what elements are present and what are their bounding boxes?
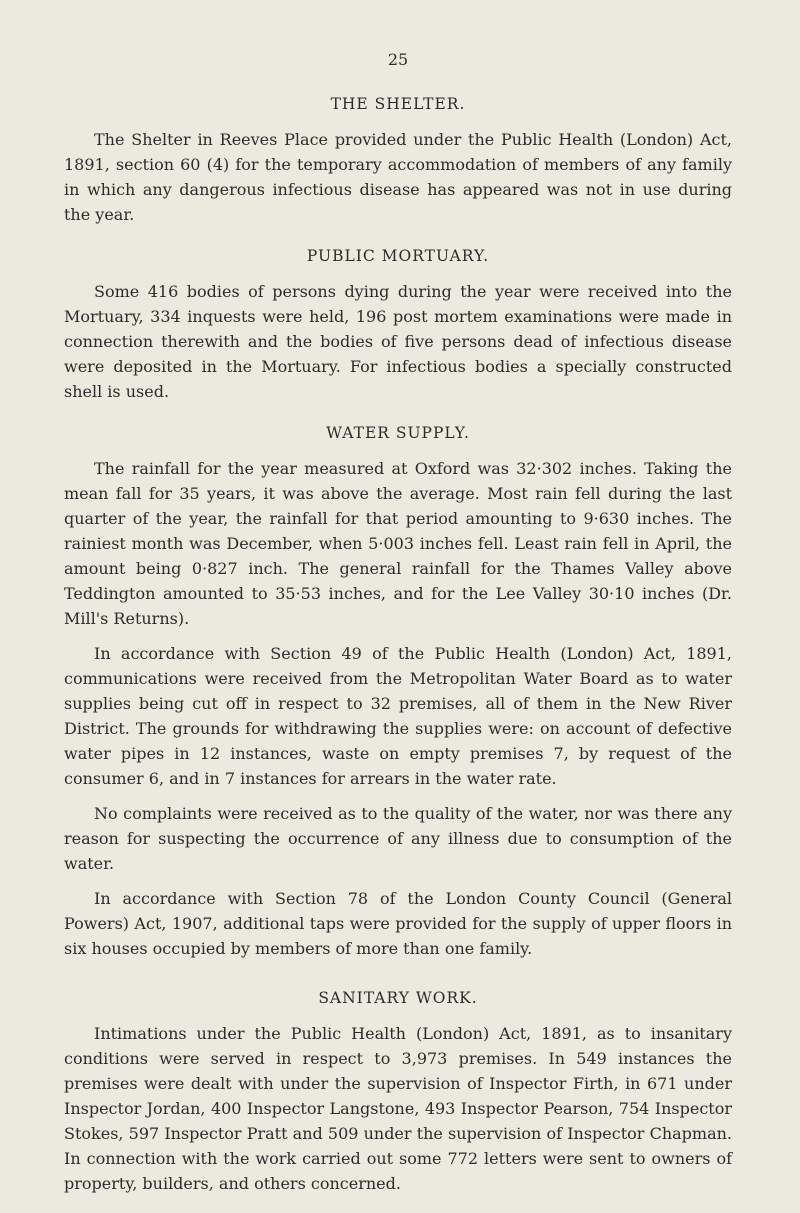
paragraph-additional-taps: In accordance with Section 78 of the London County Council (General Powers) Act, 1907, additional taps were provided for the supply of upper floors in six houses occupied by members of more than one family. [64, 889, 732, 958]
section-shelter [64, 95, 732, 227]
paragraph-water-supplies-cut-off: In accordance with Section 49 of the Public Health (London) Act, 1891, communications were received from the Metropolitan Water Board as to water supplies being cut off in respect to 32 premises, all of them in the New River District. The grounds for withdrawing the supplies were: on account of defective water pipes in 12 instances, waste on empty premises 7, by request of the consumer 6, and in 7 instances for arrears in the water rate. [64, 644, 732, 788]
section-heading-water-supply: WATER SUPPLY. [326, 424, 470, 442]
paragraph-rainfall: The rainfall for the year measured at Oxford was 32·302 inches. Taking the mean fall for 35 years, it was above the average. Most rain fell during the last quarter of the year, the rainfall for that period amounting to 9·630 inches. The rainiest month was December, when 5·003 inches fell. Least rain fell in April, the amount being 0·827 inch. The general rainfall for the Thames Valley above Teddington amounted to 35·53 inches, and for the Lee Valley 30·10 inches (Dr. Mill's Returns). [64, 459, 732, 628]
section-sanitary-work [64, 989, 732, 1196]
paragraph-shelter: The Shelter in Reeves Place provided under the Public Health (London) Act, 1891, section 60 (4) for the temporary accommodation of members of any family in which any dangerous infectious disease has appeared was not in use during the year. [64, 130, 732, 224]
section-heading-public-mortuary: PUBLIC MORTUARY. [306, 247, 490, 265]
section-public-mortuary [64, 247, 732, 404]
page-number: 25 [387, 50, 409, 69]
paragraph-public-mortuary: Some 416 bodies of persons dying during the year were received into the Mortuary, 334 inquests were held, 196 post mortem examinations were made in connection therewith and the bodies of five persons dead of infectious disease were deposited in the Mortuary. For infectious bodies a specially constructed shell is used. [64, 282, 732, 401]
paragraph-water-quality: No complaints were received as to the quality of the water, nor was there any reason for suspecting the occurrence of any illness due to consumption of the water. [64, 804, 732, 873]
section-water-supply [64, 424, 732, 961]
section-heading-sanitary-work: SANITARY WORK. [318, 989, 478, 1007]
paragraph-sanitary-intimations: Intimations under the Public Health (London) Act, 1891, as to insanitary conditions were served in respect to 3,973 premises. In 549 instances the premises were dealt with under the supervision of Inspector Firth, in 671 under Inspector Jordan, 400 Inspector Langstone, 493 Inspector Pearson, 754 Inspector Stokes, 597 Inspector Pratt and 509 under the supervision of Inspector Chapman. In connection with the work carried out some 772 letters were sent to owners of property, builders, and others concerned. [64, 1024, 732, 1193]
section-heading-shelter: THE SHELTER. [330, 95, 466, 113]
